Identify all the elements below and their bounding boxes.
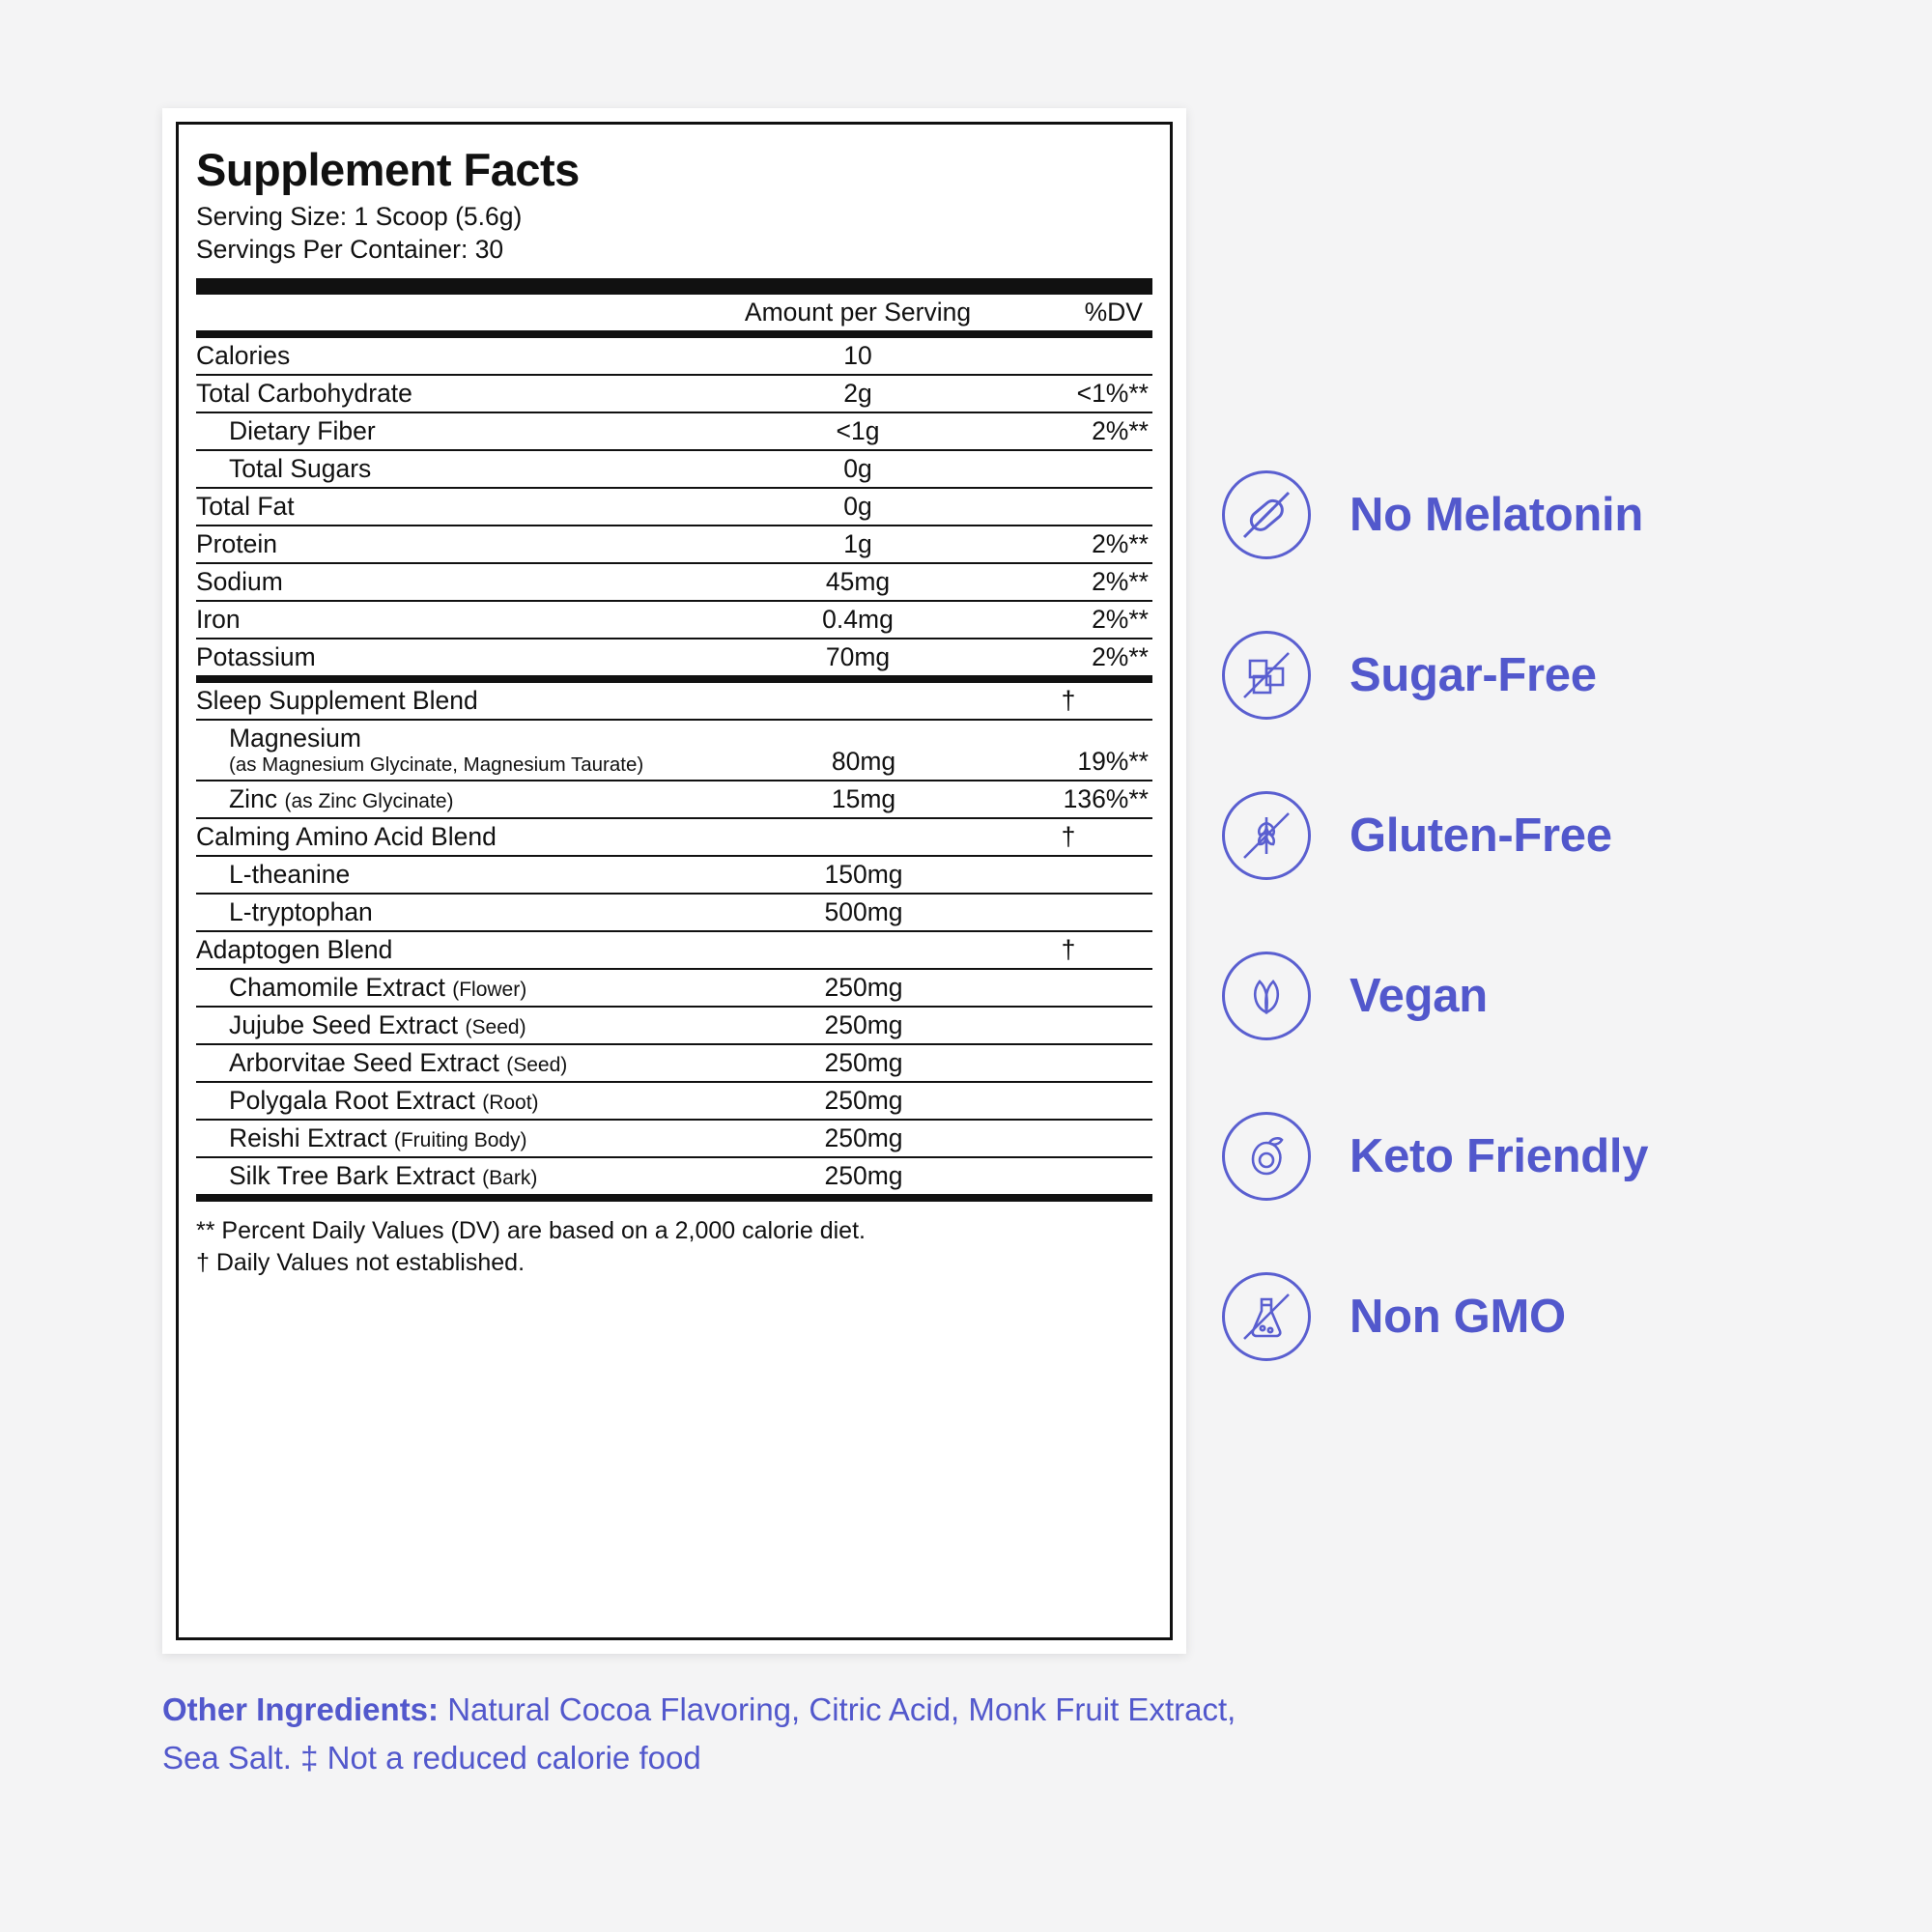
table-header-row	[196, 295, 1152, 334]
supplement-facts-panel	[162, 108, 1186, 1654]
table-row	[196, 856, 1152, 894]
table-row	[196, 1044, 1152, 1082]
table-row	[196, 1082, 1152, 1120]
row-amount: 250mg	[824, 1160, 903, 1190]
row-label: Total Sugars	[196, 450, 737, 488]
panel-title: Supplement Facts	[196, 144, 580, 195]
row-label: Potassium	[196, 642, 316, 672]
ingredient-name: Polygala Root Extract	[229, 1085, 475, 1115]
ingredient-name: Chamomile Extract	[229, 972, 445, 1002]
table-row	[196, 488, 1152, 526]
row-dv: 19%**	[984, 720, 1152, 781]
row-dv: 2%**	[979, 526, 1152, 563]
footnote-dv: ** Percent Daily Values (DV) are based on a 2,000 calorie diet.	[196, 1216, 866, 1244]
row-label: Sodium	[196, 563, 737, 601]
badge-label: Non GMO	[1350, 1291, 1566, 1343]
row-amount: 0.4mg	[737, 601, 979, 639]
row-label: Iron	[196, 601, 737, 639]
row-dv: <1%**	[979, 375, 1152, 412]
row-amount: 2g	[737, 375, 979, 412]
ingredient-paren: (Bark)	[482, 1166, 538, 1189]
ingredient-paren: (Fruiting Body)	[393, 1128, 527, 1151]
blend-amount	[743, 683, 984, 720]
row-label: Total Fat	[196, 488, 737, 526]
row-dv	[984, 1120, 1152, 1157]
row-amount: 80mg	[743, 720, 984, 781]
table-row	[196, 1157, 1152, 1194]
ingredient-sub: (as Magnesium Glycinate, Magnesium Taurate)	[229, 753, 644, 777]
ingredient-name: Reishi Extract	[229, 1122, 387, 1152]
row-label	[196, 1044, 743, 1082]
row-amount: 250mg	[743, 1082, 984, 1120]
row-label: L-theanine	[196, 856, 743, 894]
ingredient-name: Magnesium	[229, 724, 361, 753]
ingredient-paren: (Root)	[482, 1091, 539, 1114]
blend-dv: †	[984, 818, 1152, 856]
table-row	[196, 781, 1152, 818]
badge-gluten-free	[1222, 784, 1840, 887]
avocado-icon	[1222, 1112, 1311, 1201]
header-amount: Amount per Serving	[737, 295, 979, 334]
row-amount: 250mg	[743, 1007, 984, 1044]
row-label	[196, 1007, 743, 1044]
divider-footnote-top	[196, 1194, 1152, 1202]
pill-no-icon	[1222, 470, 1311, 559]
row-dv: 136%**	[984, 781, 1152, 818]
row-amount: 250mg	[743, 1044, 984, 1082]
table-row	[196, 969, 1152, 1007]
row-label	[196, 781, 743, 818]
table-row	[196, 1120, 1152, 1157]
table-row	[196, 412, 1152, 450]
row-amount: 45mg	[737, 563, 979, 601]
blend-label: Calming Amino Acid Blend	[196, 818, 743, 856]
table-row	[196, 639, 1152, 675]
footnotes	[196, 1215, 1152, 1281]
blend-dv: †	[984, 931, 1152, 969]
row-label	[196, 720, 743, 781]
badge-non-gmo	[1222, 1265, 1840, 1368]
blend-amount	[743, 818, 984, 856]
row-label	[196, 1082, 743, 1120]
footnote-dagger: † Daily Values not established.	[196, 1249, 526, 1277]
row-label: Calories	[196, 334, 737, 375]
ingredient-name: Jujube Seed Extract	[229, 1009, 459, 1039]
row-label: Dietary Fiber	[196, 412, 737, 450]
table-row	[196, 450, 1152, 488]
ingredient-paren: (as Zinc Glycinate)	[284, 789, 454, 812]
row-amount: 10	[737, 334, 979, 375]
row-amount: 250mg	[743, 969, 984, 1007]
badge-label: No Melatonin	[1350, 489, 1643, 541]
row-dv	[984, 1157, 1152, 1194]
blend-header-row	[196, 931, 1152, 969]
blend-dv: †	[984, 683, 1152, 720]
row-dv	[984, 856, 1152, 894]
row-dv	[984, 969, 1152, 1007]
blend-header-row	[196, 683, 1152, 720]
badge-label: Gluten-Free	[1350, 810, 1612, 862]
row-dv	[979, 450, 1152, 488]
row-dv	[979, 488, 1152, 526]
ingredient-paren: (Seed)	[506, 1053, 568, 1076]
table-row	[196, 334, 1152, 375]
row-dv: 2%**	[979, 412, 1152, 450]
blend-label: Adaptogen Blend	[196, 931, 743, 969]
sugar-cubes-no-icon	[1222, 631, 1311, 720]
leaf-icon	[1222, 952, 1311, 1040]
other-ingredients-text: Natural Cocoa Flavoring, Citric Acid, Monk Fruit Extract, Sea Salt. ‡ Not a reduced calorie food	[162, 1691, 1236, 1776]
row-label	[196, 1157, 743, 1194]
ingredient-name: Arborvitae Seed Extract	[229, 1047, 499, 1077]
row-amount: 70mg	[825, 642, 891, 672]
blend-header-row	[196, 818, 1152, 856]
badge-no-melatonin	[1222, 464, 1840, 566]
badge-label: Vegan	[1350, 970, 1488, 1022]
table-row	[196, 1007, 1152, 1044]
row-dv	[984, 1082, 1152, 1120]
servings-per-container: Servings Per Container: 30	[196, 235, 504, 265]
other-ingredients-label: Other Ingredients:	[162, 1691, 440, 1727]
table-row	[196, 375, 1152, 412]
badge-vegan	[1222, 945, 1840, 1047]
row-label: L-tryptophan	[196, 894, 743, 931]
row-label: Protein	[196, 526, 737, 563]
blend-label: Sleep Supplement Blend	[196, 683, 743, 720]
supplement-facts-border	[176, 122, 1173, 1640]
row-dv: 2%**	[979, 601, 1152, 639]
row-amount: 150mg	[743, 856, 984, 894]
badge-label: Sugar-Free	[1350, 649, 1597, 701]
row-dv: 2%**	[1092, 642, 1149, 672]
table-row	[196, 894, 1152, 931]
ingredient-name: Silk Tree Bark Extract	[229, 1160, 475, 1190]
row-dv	[984, 894, 1152, 931]
row-label	[196, 1120, 743, 1157]
serving-size: Serving Size: 1 Scoop (5.6g)	[196, 202, 523, 232]
table-row	[196, 526, 1152, 563]
nutrition-table	[196, 295, 1152, 675]
ingredient-name: Zinc	[229, 783, 278, 813]
header-dv: %DV	[979, 295, 1152, 334]
blend-table	[196, 683, 1152, 1194]
blend-amount	[743, 931, 984, 969]
table-row	[196, 720, 1152, 781]
ingredient-paren: (Flower)	[452, 978, 527, 1001]
row-dv	[984, 1007, 1152, 1044]
divider-blend-top	[196, 675, 1152, 683]
divider-thick-top	[196, 278, 1152, 295]
row-amount: 0g	[737, 488, 979, 526]
table-row	[196, 563, 1152, 601]
flask-no-icon	[1222, 1272, 1311, 1361]
row-label: Total Carbohydrate	[196, 375, 737, 412]
row-amount: 1g	[737, 526, 979, 563]
badge-keto-friendly	[1222, 1105, 1840, 1208]
row-amount: <1g	[737, 412, 979, 450]
badge-label: Keto Friendly	[1350, 1130, 1649, 1182]
table-row	[196, 601, 1152, 639]
ingredient-paren: (Seed)	[465, 1015, 526, 1038]
row-dv	[979, 334, 1152, 375]
other-ingredients	[162, 1686, 1254, 1781]
row-amount: 250mg	[743, 1120, 984, 1157]
badge-sugar-free	[1222, 624, 1840, 726]
row-dv: 2%**	[979, 563, 1152, 601]
row-amount: 0g	[737, 450, 979, 488]
row-label	[196, 969, 743, 1007]
header-spacer	[196, 295, 737, 334]
badge-list	[1222, 464, 1840, 1426]
row-amount: 500mg	[743, 894, 984, 931]
wheat-no-icon	[1222, 791, 1311, 880]
row-amount: 15mg	[743, 781, 984, 818]
row-dv	[984, 1044, 1152, 1082]
